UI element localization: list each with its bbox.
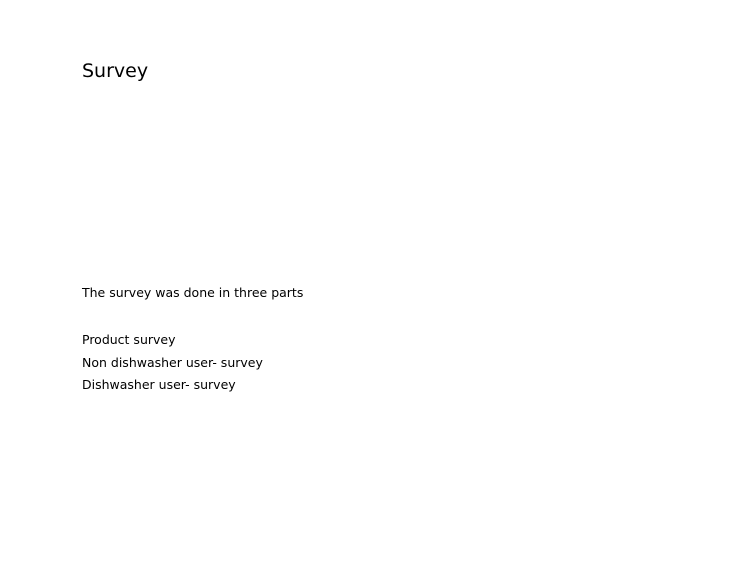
page-title: Survey [82, 60, 149, 82]
list-item: Dishwasher user- survey [82, 377, 236, 392]
list-item: Non dishwasher user- survey [82, 354, 263, 370]
list-item: Product survey [82, 332, 176, 347]
intro-text: The survey was done in three parts [82, 285, 304, 300]
survey-parts-list [82, 329, 263, 397]
